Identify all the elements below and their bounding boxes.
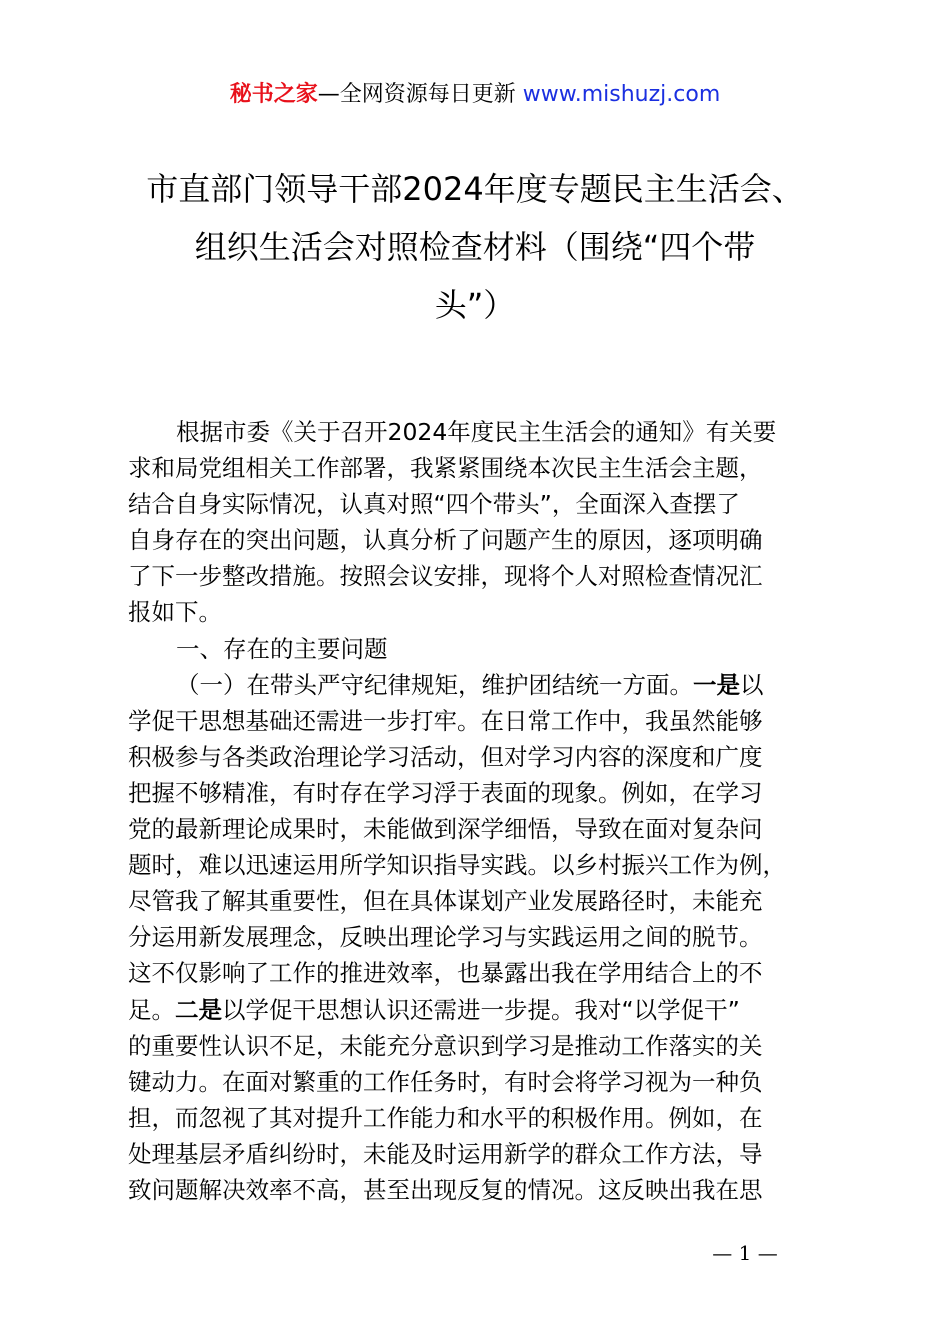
body-line: 积极参与各类政治理论学习活动，但对学习内容的深度和广度	[128, 742, 763, 771]
body-line: 结合自身实际情况，认真对照“四个带头”，全面深入查摆了	[128, 490, 740, 519]
site-banner	[0, 80, 950, 110]
body-line: 把握不够精准，有时存在学习浮于表面的现象。例如，在学习	[128, 778, 763, 807]
body-line: 键动力。在面对繁重的工作任务时，有时会将学习视为一种负	[128, 1067, 763, 1096]
title-line-2: 组织生活会对照检查材料（围绕“四个带	[194, 228, 756, 266]
body-line: 分运用新发展理念，反映出理论学习与实践运用之间的脱节。	[128, 923, 763, 952]
title-line-3: 头”）	[434, 286, 516, 324]
brand-name: 秘书之家	[229, 82, 318, 107]
body-line: 学促干思想基础还需进一步打牢。在日常工作中，我虽然能够	[128, 706, 763, 735]
body-line: 自身存在的突出问题，认真分析了问题产生的原因，逐项明确	[128, 526, 763, 555]
title-line-1: 市直部门领导干部2024年度专题民主生活会、	[146, 170, 804, 208]
page-number: — 1 —	[712, 1241, 778, 1265]
subsection-line	[128, 667, 848, 703]
subsection-heading: （一）在带头严守纪律规矩，维护团结统一方面。	[176, 670, 693, 699]
point-one-label: 一是	[693, 670, 740, 699]
body-text: 以学促干思想认识还需进一步提。我对“以学促干”	[222, 995, 740, 1024]
document-title	[60, 160, 890, 334]
body-text: 以	[740, 670, 764, 699]
body-line-mixed	[128, 992, 848, 1028]
body-line: 求和局党组相关工作部署，我紧紧围绕本次民主生活会主题，	[128, 454, 763, 483]
point-two-label: 二是	[175, 995, 222, 1024]
body-line: 题时，难以迅速运用所学知识指导实践。以乡村振兴工作为例，	[128, 851, 786, 880]
body-line: 处理基层矛盾纠纷时，未能及时运用新学的群众工作方法，导	[128, 1139, 763, 1168]
body-line: 根据市委《关于召开2024年度民主生活会的通知》有关要	[176, 418, 777, 446]
body-text: 足。	[128, 995, 175, 1024]
banner-tagline: —全网资源每日更新	[317, 82, 523, 107]
body-line: 担，而忽视了其对提升工作能力和水平的积极作用。例如，在	[128, 1103, 763, 1132]
body-line: 这不仅影响了工作的推进效率，也暴露出我在学用结合上的不	[128, 959, 763, 988]
body-line: 的重要性认识不足，未能充分意识到学习是推动工作落实的关	[128, 1031, 763, 1060]
body-line: 尽管我了解其重要性，但在具体谋划产业发展路径时，未能充	[128, 887, 763, 916]
site-url-link[interactable]: www.mishuzj.com	[522, 82, 721, 107]
body-line: 致问题解决效率不高，甚至出现反复的情况。这反映出我在思	[128, 1175, 763, 1204]
body-line: 了下一步整改措施。按照会议安排，现将个人对照检查情况汇	[128, 562, 763, 591]
section-heading: 一、存在的主要问题	[176, 634, 388, 663]
body-line: 报如下。	[128, 598, 222, 627]
document-body	[128, 414, 848, 1208]
body-line: 党的最新理论成果时，未能做到深学细悟，导致在面对复杂问	[128, 815, 763, 844]
